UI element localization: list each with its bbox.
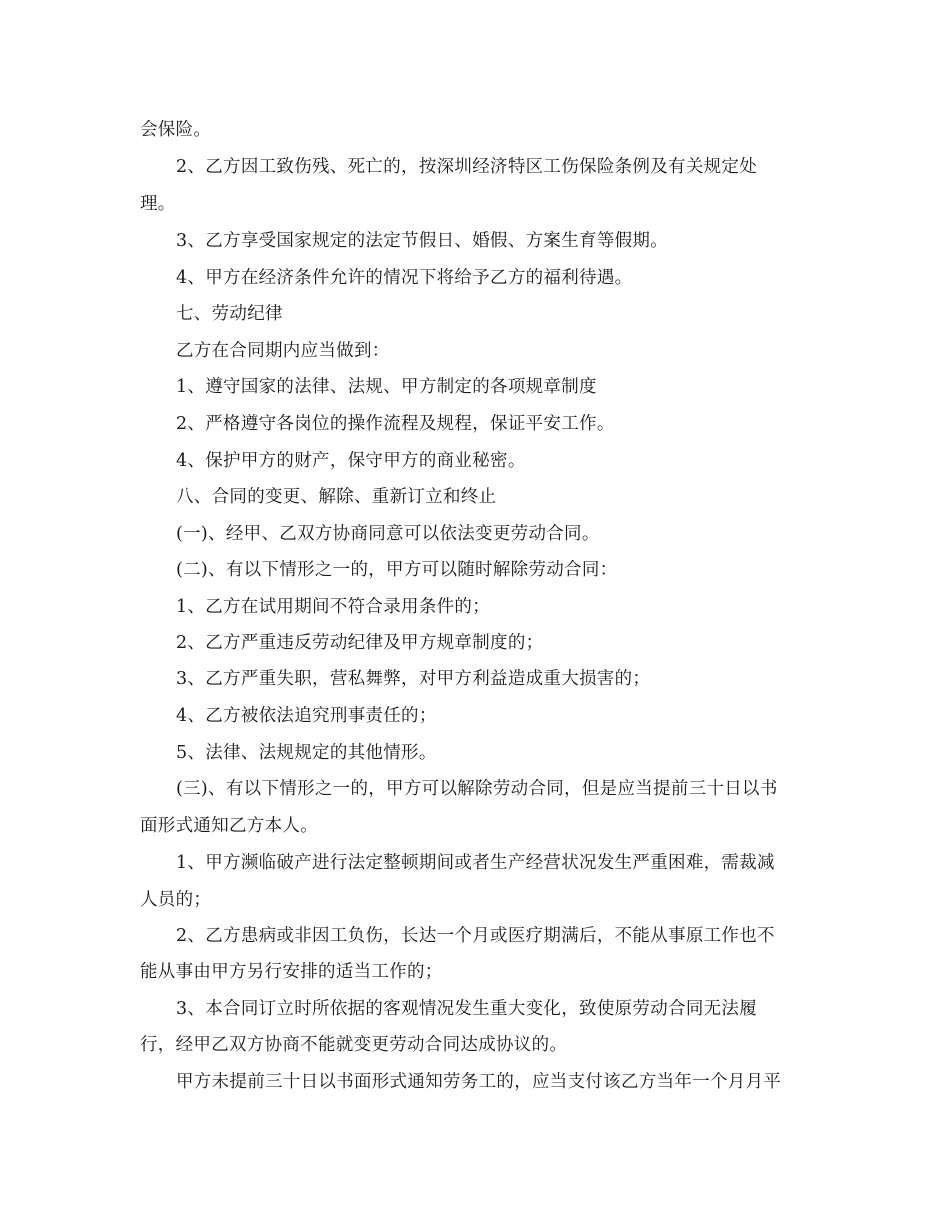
text-line: (三)、有以下情形之一的，甲方可以解除劳动合同，但是应当提前三十日以书	[176, 779, 778, 799]
text-line: 人员的；	[140, 890, 212, 910]
section-heading: 七、劳动纪律	[176, 304, 283, 324]
text-line: 4、保护甲方的财产，保守甲方的商业秘密。	[176, 451, 526, 471]
text-line: 理。	[140, 194, 176, 214]
text-line: 能从事由甲方另行安排的适当工作的；	[140, 962, 443, 982]
text-line: 2、乙方患病或非因工负伤，长达一个月或医疗期满后，不能从事原工作也不	[176, 926, 775, 946]
text-line: 3、乙方享受国家规定的法定节假日、婚假、方案生育等假期。	[176, 231, 669, 251]
text-line: 甲方未提前三十日以书面形式通知劳务工的，应当支付该乙方当年一个月月平	[176, 1072, 782, 1092]
text-line: 面形式通知乙方本人。	[140, 816, 318, 836]
text-line: 4、甲方在经济条件允许的情况下将给予乙方的福利待遇。	[176, 268, 633, 288]
text-line: 4、乙方被依法追究刑事责任的；	[176, 706, 437, 726]
text-line: 2、乙方严重违反劳动纪律及甲方规章制度的；	[176, 633, 544, 653]
text-line: 1、甲方濒临破产进行法定整顿期间或者生产经营状况发生严重困难，需裁减	[176, 853, 775, 873]
text-line: 2、严格遵守各岗位的操作流程及规程，保证平安工作。	[176, 414, 615, 434]
text-line: 2、乙方因工致伤残、死亡的，按深圳经济特区工伤保险条例及有关规定处	[176, 157, 758, 177]
text-line: 5、法律、法规规定的其他情形。	[176, 743, 437, 763]
text-line: 乙方在合同期内应当做到：	[176, 341, 390, 361]
text-line: 3、本合同订立时所依据的客观情况发生重大变化，致使原劳动合同无法履	[176, 999, 758, 1019]
text-line: 1、遵守国家的法律、法规、甲方制定的各项规章制度	[176, 377, 597, 397]
section-heading: 八、合同的变更、解除、重新订立和终止	[176, 487, 497, 507]
text-line: (一)、经甲、乙双方协商同意可以依法变更劳动合同。	[176, 524, 600, 544]
text-line: 1、乙方在试用期间不符合录用条件的；	[176, 597, 491, 617]
text-line: (二)、有以下情形之一的，甲方可以随时解除劳动合同：	[176, 560, 618, 580]
text-line: 行，经甲乙双方协商不能就变更劳动合同达成协议的。	[140, 1035, 568, 1055]
text-line: 3、乙方严重失职，营私舞弊，对甲方利益造成重大损害的；	[176, 669, 651, 689]
text-line: 会保险。	[140, 120, 212, 140]
